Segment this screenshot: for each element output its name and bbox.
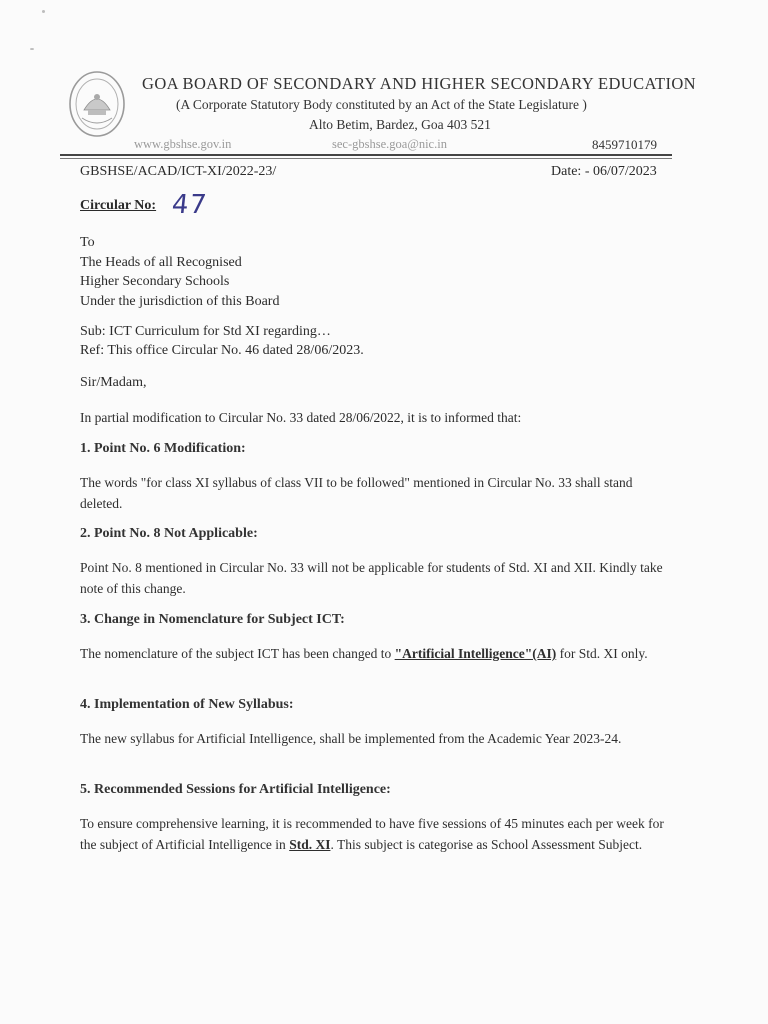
- board-subtitle: (A Corporate Statutory Body constituted by an Act of the State Legislature ): [176, 97, 587, 112]
- addressee-line: Under the jurisdiction of this Board: [80, 293, 280, 309]
- reference-number: GBSHSE/ACAD/ICT-XI/2022-23/: [80, 164, 277, 179]
- text-run: . This subject is categorise as School Assessment Subject.: [330, 837, 643, 852]
- section-heading: 5. Recommended Sessions for Artificial Intelligence:: [80, 782, 391, 797]
- section-text: [80, 813, 670, 855]
- text-run: To ensure comprehensive learning, it is recommended to have five sessions of 45 minutes each per week for the subject of Artificial Intelligence in: [80, 816, 664, 852]
- subject-line: Sub: ICT Curriculum for Std XI regarding…: [80, 324, 331, 339]
- website-link[interactable]: www.gbshse.gov.in: [134, 137, 232, 151]
- subject-block: [80, 323, 364, 360]
- section-heading: 2. Point No. 8 Not Applicable:: [80, 526, 258, 541]
- circular-label: Circular No:: [80, 198, 157, 213]
- addressee-line: Higher Secondary Schools: [80, 274, 230, 289]
- emphasized-text: Std. XI: [289, 837, 331, 852]
- reference-line: Ref: This office Circular No. 46 dated 28/06/2023.: [80, 342, 364, 358]
- salutation: Sir/Madam,: [80, 375, 147, 390]
- intro-paragraph: In partial modification to Circular No. 33 dated 28/06/2022, it is to informed that:: [80, 410, 522, 425]
- header-divider: [60, 158, 672, 159]
- addressee-block: [80, 233, 279, 311]
- scan-speck: [42, 10, 45, 13]
- board-name: GOA BOARD OF SECONDARY AND HIGHER SECONDARY EDUCATION: [142, 74, 696, 93]
- section-text: [80, 643, 670, 664]
- addressee-line: The Heads of all Recognised: [80, 254, 242, 270]
- phone-number: 8459710179: [592, 137, 657, 152]
- circular-number-handwritten: 47: [170, 190, 209, 220]
- section-text: Point No. 8 mentioned in Circular No. 33 will not be applicable for students of Std. XI and XII. Kindly take note of this change.: [80, 560, 663, 596]
- board-seal-emblem: [68, 70, 126, 138]
- section-text: The new syllabus for Artificial Intelligence, shall be implemented from the Academic Year 2023-24.: [80, 731, 622, 746]
- header-divider: [60, 154, 672, 156]
- circular-date: Date: - 06/07/2023: [551, 164, 657, 179]
- emphasized-text: "Artificial Intelligence"(AI): [394, 646, 557, 661]
- scan-speck: [30, 48, 34, 50]
- text-run: The nomenclature of the subject ICT has been changed to: [80, 646, 395, 661]
- email-link[interactable]: sec-gbshse.goa@nic.in: [332, 137, 447, 151]
- addressee-line: To: [80, 235, 95, 250]
- board-address: Alto Betim, Bardez, Goa 403 521: [309, 117, 491, 132]
- section-heading: 3. Change in Nomenclature for Subject ICT:: [80, 612, 345, 627]
- section-text: The words "for class XI syllabus of class VII to be followed" mentioned in Circular No. 33 shall stand deleted.: [80, 475, 633, 511]
- text-run: for Std. XI only.: [556, 646, 648, 661]
- section-heading: 4. Implementation of New Syllabus:: [80, 697, 294, 712]
- section-heading: 1. Point No. 6 Modification:: [80, 441, 246, 456]
